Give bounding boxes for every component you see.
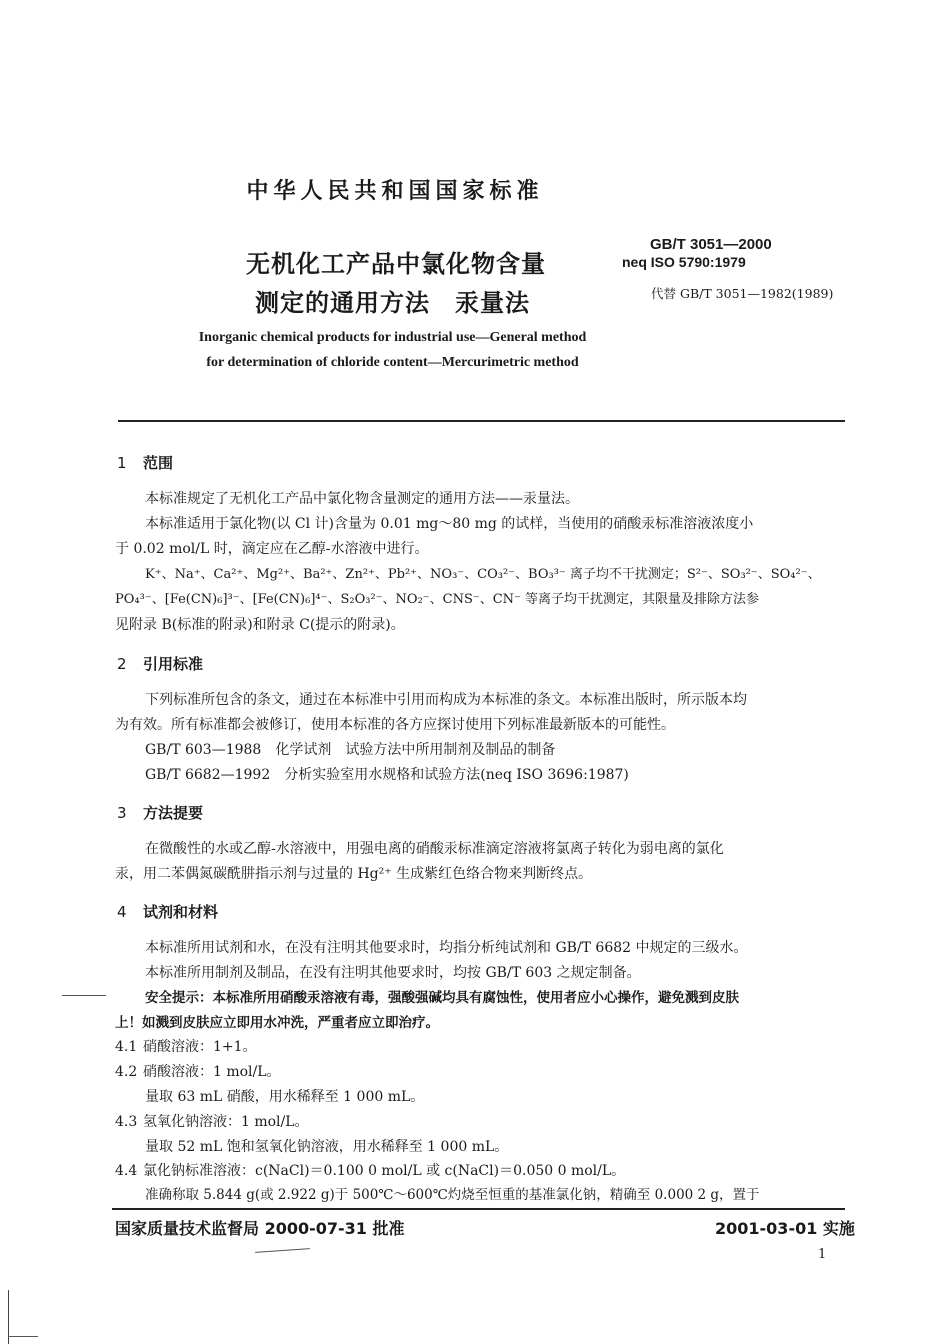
safety-notice: 安全提示：本标准所用硝酸汞溶液有毒，强酸强碱均具有腐蚀性，使用者应小心操作，避免溅到皮肤 — [145, 990, 739, 1006]
standard-equivalence: neq ISO 5790:1979 — [622, 254, 746, 270]
section-1-heading — [117, 452, 173, 473]
paragraph: 本标准适用于氯化物(以 Cl 计)含量为 0.01 mg～80 mg 的试样，当使用的硝酸汞标准溶液浓度小 — [145, 516, 754, 532]
standard-number: GB/T 3051—2000 — [650, 236, 772, 253]
list-item — [115, 1111, 309, 1133]
header-divider — [118, 420, 845, 422]
paragraph: 为有效。所有标准都会被修订，使用本标准的各方应探讨使用下列标准最新版本的可能性。 — [115, 717, 675, 733]
title-en-line2: for determination of chloride content—Mercurimetric method — [206, 355, 579, 370]
scan-mark — [62, 995, 106, 996]
section-number: 3 — [117, 804, 127, 822]
section-title: 引用标准 — [143, 655, 204, 673]
list-item — [115, 1160, 625, 1182]
item-text: 氯化钠标准溶液：c(NaCl)＝0.100 0 mol/L 或 c(NaCl)＝0.050 0 mol/L。 — [143, 1163, 626, 1179]
title-cn-line2: 测定的通用方法 汞量法 — [255, 289, 530, 317]
section-title: 范围 — [143, 454, 174, 472]
paragraph: 汞，用二苯偶氮碳酰肼指示剂与过量的 Hg²⁺ 生成紫红色络合物来判断终点。 — [115, 866, 593, 882]
list-item — [115, 1061, 281, 1083]
item-text: 硝酸溶液：1+1。 — [143, 1039, 257, 1055]
paragraph: 本标准规定了无机化工产品中氯化物含量测定的通用方法——汞量法。 — [145, 491, 579, 507]
paragraph: 下列标准所包含的条文，通过在本标准中引用而构成为本标准的条文。本标准出版时，所示版本均 — [145, 692, 747, 708]
paragraph: 本标准所用制剂及制品，在没有注明其他要求时，均按 GB/T 603 之规定制备。 — [145, 965, 641, 981]
item-number: 4.2 — [115, 1064, 138, 1080]
section-number: 4 — [117, 903, 127, 921]
list-item — [115, 1036, 257, 1058]
item-number: 4.3 — [115, 1114, 138, 1130]
item-detail: 量取 63 mL 硝酸，用水稀释至 1 000 mL。 — [145, 1089, 425, 1105]
section-title: 试剂和材料 — [143, 903, 219, 921]
scan-mark — [8, 1336, 38, 1337]
section-number: 1 — [117, 454, 127, 472]
implementation-date: 2001-03-01 实施 — [715, 1219, 855, 1238]
title-cn-line1: 无机化工产品中氯化物含量 — [246, 250, 546, 278]
item-detail: 准确称取 5.844 g(或 2.922 g)于 500℃～600℃灼烧至恒重的基准氯化钠，精确至 0.000 2 g，置于 — [145, 1187, 760, 1203]
section-4-heading — [117, 901, 218, 922]
paragraph: PO₄³⁻、[Fe(CN)₆]³⁻、[Fe(CN)₆]⁴⁻、S₂O₃²⁻、NO₂⁻、CNS⁻、CN⁻ 等离子均干扰测定，其限量及排除方法参 — [115, 592, 760, 607]
section-2-heading — [117, 653, 203, 674]
section-number: 2 — [117, 655, 127, 673]
item-detail: 量取 52 mL 饱和氢氧化钠溶液，用水稀释至 1 000 mL。 — [145, 1139, 509, 1155]
national-standard-heading: 中华人民共和国国家标准 — [246, 179, 544, 204]
footer-divider — [112, 1208, 845, 1210]
section-title: 方法提要 — [143, 804, 204, 822]
reference-item: GB/T 6682—1992 分析实验室用水规格和试验方法(neq ISO 3696:1987) — [145, 767, 629, 783]
safety-notice: 上！如溅到皮肤应立即用水冲洗，严重者应立即治疗。 — [115, 1015, 439, 1031]
title-en-line1: Inorganic chemical products for industrial use—General method — [198, 330, 587, 345]
page-number: 1 — [818, 1247, 827, 1262]
section-3-heading — [117, 802, 203, 823]
paragraph: 在微酸性的水或乙醇-水溶液中，用强电离的硝酸汞标准滴定溶液将氯离子转化为弱电离的氯化 — [145, 841, 724, 857]
replaces-standard: 代替 GB/T 3051—1982(1989) — [651, 286, 834, 301]
reference-item: GB/T 603—1988 化学试剂 试验方法中所用制剂及制品的制备 — [145, 742, 556, 758]
paragraph: 见附录 B(标准的附录)和附录 C(提示的附录)。 — [115, 617, 405, 633]
paragraph: K⁺、Na⁺、Ca²⁺、Mg²⁺、Ba²⁺、Zn²⁺、Pb²⁺、NO₃⁻、CO₃²⁻、BO₃³⁻ 离子均不干扰测定；S²⁻、SO₃²⁻、SO₄²⁻、 — [145, 567, 821, 582]
paragraph: 于 0.02 mol/L 时，滴定应在乙醇-水溶液中进行。 — [115, 541, 429, 557]
item-number: 4.4 — [115, 1163, 138, 1179]
item-number: 4.1 — [115, 1039, 138, 1055]
approval-date: 国家质量技术监督局 2000-07-31 批准 — [115, 1219, 405, 1238]
item-text: 氢氧化钠溶液：1 mol/L。 — [143, 1114, 309, 1130]
paragraph: 本标准所用试剂和水，在没有注明其他要求时，均指分析纯试剂和 GB/T 6682 中规定的三级水。 — [145, 940, 748, 956]
scan-mark — [255, 1248, 310, 1253]
item-text: 硝酸溶液：1 mol/L。 — [143, 1064, 281, 1080]
